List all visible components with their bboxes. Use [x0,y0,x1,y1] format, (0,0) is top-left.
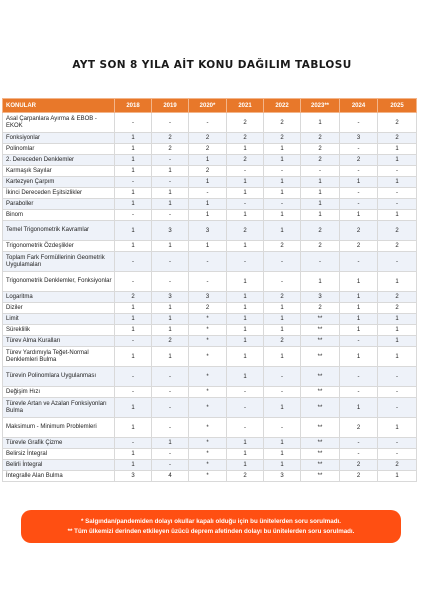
table-row [3,210,417,221]
count-cell: - [115,177,152,188]
count-cell: 1 [340,314,378,325]
count-cell: 1 [227,144,264,155]
table-row [3,221,417,241]
count-cell: 1 [115,398,152,418]
count-cell: 1 [340,292,378,303]
count-cell: 1 [264,144,301,155]
count-cell: 1 [189,241,227,252]
count-cell: 1 [115,144,152,155]
count-cell: 2 [227,155,264,166]
count-cell: 1 [378,144,417,155]
count-cell: 1 [264,460,301,471]
count-cell: 1 [227,188,264,199]
count-cell: 1 [378,471,417,482]
count-cell: * [189,367,227,387]
count-cell: 1 [189,155,227,166]
count-cell: 1 [301,188,340,199]
table-header-row [3,99,417,113]
count-cell: - [115,113,152,133]
count-cell: 4 [152,471,189,482]
count-cell: 3 [152,292,189,303]
count-cell: 3 [264,471,301,482]
count-cell: * [189,387,227,398]
count-cell: 3 [340,133,378,144]
pandemic-note: * Salgından/pandemiden dolayı okullar kapalı olduğu için bu ünitelerden soru sorulmadı. [81,517,341,525]
count-cell: - [189,113,227,133]
count-cell: 1 [152,325,189,336]
table-row [3,241,417,252]
count-cell: 1 [301,199,340,210]
count-cell: 2 [301,221,340,241]
count-cell: - [264,199,301,210]
count-cell: * [189,460,227,471]
count-cell: 1 [115,199,152,210]
table-row [3,314,417,325]
count-cell: 2 [340,460,378,471]
count-cell: 2 [340,241,378,252]
count-cell: 2 [152,336,189,347]
count-cell: - [340,252,378,272]
count-cell: 1 [152,438,189,449]
count-cell: 2 [264,133,301,144]
count-cell: - [378,438,417,449]
count-cell: 1 [340,303,378,314]
count-cell: 2 [301,155,340,166]
count-cell: 2 [189,133,227,144]
topic-cell: Logaritma [3,292,115,303]
count-cell: 2 [378,460,417,471]
count-cell: - [227,398,264,418]
count-cell: 2 [378,292,417,303]
count-cell: 1 [189,199,227,210]
count-cell: 2 [340,471,378,482]
count-cell: 2 [301,133,340,144]
page-title: AYT SON 8 YILA AİT KONU DAĞILIM TABLOSU [72,59,352,71]
count-cell: 1 [264,177,301,188]
count-cell: 1 [227,303,264,314]
count-cell: 1 [340,210,378,221]
count-cell: - [227,199,264,210]
earthquake-note: ** Tüm ülkemizi derinden etkileyen üzücü deprem afetinden dolayı bu ünitelerden soru sorulmadı. [67,527,355,535]
count-cell: - [152,210,189,221]
count-cell: - [152,252,189,272]
topic-cell: Türev Alma Kuralları [3,336,115,347]
count-cell: 1 [378,177,417,188]
count-cell: 1 [152,188,189,199]
count-cell: 1 [115,155,152,166]
table-row [3,252,417,272]
count-cell: - [264,367,301,387]
count-cell: 1 [115,460,152,471]
count-cell: 1 [152,166,189,177]
count-cell: ** [301,471,340,482]
count-cell: 1 [301,177,340,188]
count-cell: * [189,398,227,418]
count-cell: 1 [115,449,152,460]
topic-cell: Diziler [3,303,115,314]
count-cell: 3 [115,471,152,482]
count-cell: - [378,199,417,210]
topic-cell: 2. Dereceden Denklemler [3,155,115,166]
header-year: 2020* [189,99,227,113]
count-cell: 2 [189,166,227,177]
count-cell: * [189,438,227,449]
count-cell: 2 [340,155,378,166]
header-year: 2018 [115,99,152,113]
count-cell: * [189,418,227,438]
count-cell: 1 [115,133,152,144]
count-cell: 1 [378,418,417,438]
topic-cell: Limit [3,314,115,325]
count-cell: 1 [340,325,378,336]
count-cell: ** [301,438,340,449]
count-cell: 1 [227,367,264,387]
count-cell: - [189,188,227,199]
count-cell: 2 [115,292,152,303]
count-cell: ** [301,460,340,471]
count-cell: 1 [264,398,301,418]
count-cell: 1 [378,314,417,325]
count-cell: 1 [264,303,301,314]
count-cell: 2 [227,133,264,144]
count-cell: 2 [264,113,301,133]
count-cell: - [152,398,189,418]
count-cell: 1 [227,460,264,471]
table-row [3,292,417,303]
table-row [3,303,417,314]
count-cell: 1 [189,210,227,221]
count-cell: 2 [152,144,189,155]
count-cell: ** [301,325,340,336]
count-cell: 2 [227,113,264,133]
topic-distribution-table [2,98,417,482]
count-cell: 2 [152,133,189,144]
count-cell: 1 [264,314,301,325]
count-cell: 1 [264,347,301,367]
count-cell: 1 [227,292,264,303]
count-cell: 1 [301,272,340,292]
count-cell: - [115,367,152,387]
count-cell: 1 [115,221,152,241]
topic-cell: Belirsiz İntegral [3,449,115,460]
count-cell: 1 [378,155,417,166]
count-cell: - [152,155,189,166]
count-cell: 1 [264,210,301,221]
topic-cell: İntegralle Alan Bulma [3,471,115,482]
count-cell: 1 [301,210,340,221]
count-cell: - [264,272,301,292]
count-cell: - [340,367,378,387]
count-cell: 2 [264,241,301,252]
count-cell: 1 [340,272,378,292]
count-cell: * [189,449,227,460]
count-cell: - [340,166,378,177]
count-cell: ** [301,398,340,418]
count-cell: 1 [340,347,378,367]
topic-cell: Karmaşık Sayılar [3,166,115,177]
table-row [3,188,417,199]
count-cell: - [152,460,189,471]
count-cell: ** [301,418,340,438]
count-cell: 1 [227,241,264,252]
count-cell: - [378,252,417,272]
count-cell: 2 [264,336,301,347]
count-cell: 1 [227,272,264,292]
count-cell: 1 [115,347,152,367]
count-cell: - [115,252,152,272]
table-row [3,398,417,418]
topic-cell: Fonksiyonlar [3,133,115,144]
count-cell: 3 [189,292,227,303]
count-cell: 1 [115,241,152,252]
count-cell: 1 [264,438,301,449]
count-cell: - [340,188,378,199]
table-row [3,177,417,188]
count-cell: - [340,438,378,449]
count-cell: - [264,418,301,438]
count-cell: - [152,387,189,398]
table-row [3,199,417,210]
count-cell: 1 [378,336,417,347]
count-cell: - [378,166,417,177]
count-cell: - [189,252,227,272]
count-cell: 1 [378,347,417,367]
count-cell: - [340,336,378,347]
count-cell: 1 [378,210,417,221]
count-cell: 2 [227,471,264,482]
count-cell: 1 [264,221,301,241]
topic-cell: Toplam Fark Formüllerinin Geometrik Uygulamaları [3,252,115,272]
count-cell: 1 [227,325,264,336]
count-cell: 2 [264,292,301,303]
count-cell: - [378,398,417,418]
count-cell: 3 [189,221,227,241]
count-cell: 2 [189,144,227,155]
table-row [3,438,417,449]
header-year: 2019 [152,99,189,113]
topic-cell: Paraboller [3,199,115,210]
count-cell: - [340,387,378,398]
count-cell: 1 [115,303,152,314]
count-cell: 1 [227,347,264,367]
count-cell: - [152,177,189,188]
count-cell: - [301,166,340,177]
count-cell: 2 [227,221,264,241]
count-cell: - [115,336,152,347]
topic-cell: Türevle Grafik Çizme [3,438,115,449]
header-year: 2023** [301,99,340,113]
count-cell: * [189,347,227,367]
count-cell: 2 [378,133,417,144]
table-row [3,166,417,177]
count-cell: - [378,449,417,460]
count-cell: 1 [264,188,301,199]
count-cell: 2 [340,221,378,241]
count-cell: ** [301,449,340,460]
topic-cell: Türevle Artan ve Azalan Fonksiyonları Bulma [3,398,115,418]
count-cell: - [152,418,189,438]
table-row [3,367,417,387]
count-cell: 3 [301,292,340,303]
table-row [3,113,417,133]
count-cell: - [152,272,189,292]
table-row [3,460,417,471]
count-cell: 2 [301,303,340,314]
table-row [3,325,417,336]
count-cell: - [115,387,152,398]
table-row [3,387,417,398]
header-year: 2021 [227,99,264,113]
count-cell: - [115,272,152,292]
count-cell: 1 [227,314,264,325]
count-cell: ** [301,367,340,387]
count-cell: ** [301,336,340,347]
count-cell: 1 [152,303,189,314]
topic-cell: İkinci Dereceden Eşitsizlikler [3,188,115,199]
count-cell: 1 [115,166,152,177]
topic-cell: Asal Çarpanlara Ayırma & EBOB - EKOK [3,113,115,133]
count-cell: - [378,188,417,199]
count-cell: 1 [340,398,378,418]
topic-cell: Trigonometrik Denklemler, Fonksiyonlar [3,272,115,292]
count-cell: 1 [152,347,189,367]
count-cell: 1 [115,325,152,336]
count-cell: - [227,387,264,398]
count-cell: 2 [378,113,417,133]
count-cell: * [189,325,227,336]
count-cell: - [115,210,152,221]
count-cell: 1 [115,314,152,325]
header-year: 2024 [340,99,378,113]
count-cell: * [189,471,227,482]
count-cell: - [189,272,227,292]
count-cell: - [340,113,378,133]
count-cell: - [152,113,189,133]
count-cell: ** [301,347,340,367]
count-cell: - [152,367,189,387]
count-cell: 1 [378,272,417,292]
count-cell: - [152,449,189,460]
table-row [3,155,417,166]
table-row [3,336,417,347]
count-cell: - [264,166,301,177]
count-cell: 1 [152,199,189,210]
count-cell: 2 [301,144,340,155]
header-topics: KONULAR [3,99,115,113]
count-cell: - [264,387,301,398]
header-year: 2022 [264,99,301,113]
topic-cell: Temel Trigonometrik Kavramlar [3,221,115,241]
count-cell: - [340,144,378,155]
count-cell: * [189,336,227,347]
count-cell: - [340,199,378,210]
count-cell: - [378,387,417,398]
count-cell: 2 [378,303,417,314]
count-cell: 1 [264,449,301,460]
count-cell: 1 [227,336,264,347]
topic-cell: Trigonometrik Özdeşlikler [3,241,115,252]
table-row [3,133,417,144]
count-cell: 1 [301,113,340,133]
count-cell: 1 [115,418,152,438]
count-cell: 2 [301,241,340,252]
count-cell: 1 [378,325,417,336]
count-cell: 2 [189,303,227,314]
table-row [3,418,417,438]
count-cell: 1 [227,438,264,449]
topic-cell: Polinomlar [3,144,115,155]
count-cell: 2 [340,418,378,438]
count-cell: 1 [227,177,264,188]
table-body [3,113,417,482]
count-cell: - [115,438,152,449]
count-cell: 1 [264,325,301,336]
topic-cell: Belirli İntegral [3,460,115,471]
topic-cell: Süreklilik [3,325,115,336]
topic-cell: Kartezyen Çarpım [3,177,115,188]
count-cell: - [378,367,417,387]
table-row [3,144,417,155]
topic-cell: Binom [3,210,115,221]
count-cell: ** [301,387,340,398]
count-cell: - [227,252,264,272]
count-cell: 3 [152,221,189,241]
table-row [3,347,417,367]
count-cell: ** [301,314,340,325]
count-cell: 1 [115,188,152,199]
count-cell: 1 [152,241,189,252]
topic-cell: Maksimum - Minimum Problemleri [3,418,115,438]
table-row [3,449,417,460]
count-cell: - [264,252,301,272]
count-cell: 1 [152,314,189,325]
count-cell: 1 [340,177,378,188]
header-year: 2025 [378,99,417,113]
count-cell: 1 [227,210,264,221]
table-row [3,471,417,482]
topic-cell: Türev Yardımıyla Teğet-Normal Denklemleri Bulma [3,347,115,367]
count-cell: - [227,166,264,177]
table-row [3,272,417,292]
count-cell: 1 [264,155,301,166]
count-cell: 1 [189,177,227,188]
count-cell: 2 [378,221,417,241]
count-cell: 1 [227,449,264,460]
topic-cell: Değişim Hızı [3,387,115,398]
count-cell: - [227,418,264,438]
topic-cell: Türevin Polinomlara Uygulanması [3,367,115,387]
count-cell: - [340,449,378,460]
footnote-box [21,510,401,543]
count-cell: * [189,314,227,325]
count-cell: 2 [378,241,417,252]
count-cell: - [301,252,340,272]
